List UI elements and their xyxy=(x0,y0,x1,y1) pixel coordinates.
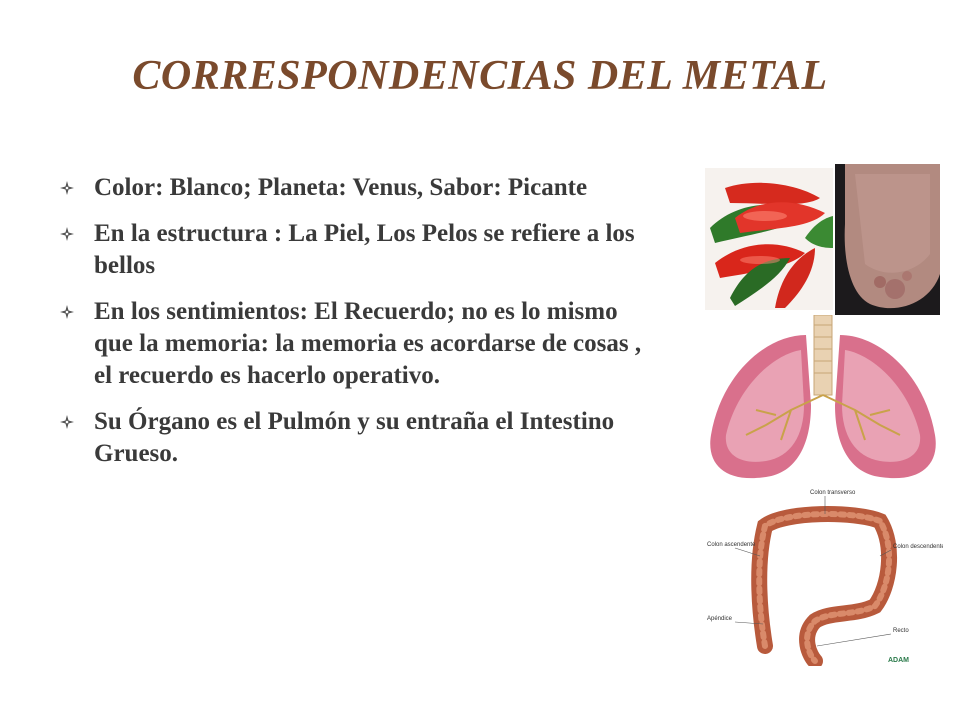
bullet-item xyxy=(60,406,650,470)
lungs-image xyxy=(706,315,940,483)
diamond-flower-icon xyxy=(60,415,74,429)
adam-logo: ADAM xyxy=(888,657,909,664)
chili-peppers-image xyxy=(705,168,833,310)
bullet-item xyxy=(60,296,650,392)
colon-label-transverse: Colon transverso xyxy=(810,490,856,496)
bullet-item xyxy=(60,172,650,204)
bullet-text: Color: Blanco; Planeta: Venus, Sabor: Picante xyxy=(94,174,588,201)
bullet-text: En la estructura : La Piel, Los Pelos se refiere a los bellos xyxy=(94,220,635,279)
skin-elbow-image xyxy=(835,164,940,315)
colon-image xyxy=(705,486,943,666)
bullet-item xyxy=(60,218,650,282)
slide-title: CORRESPONDENCIAS DEL METAL xyxy=(132,53,828,99)
colon-label-rectum: Recto xyxy=(893,628,909,634)
colon-label-ascending: Colon ascendente xyxy=(707,542,756,548)
diamond-flower-icon xyxy=(60,181,74,195)
diamond-flower-icon xyxy=(60,227,74,241)
diamond-flower-icon xyxy=(60,305,74,319)
colon-label-descending: Colon descendente xyxy=(893,544,943,550)
colon-label-appendix: Apéndice xyxy=(707,616,733,622)
bullet-text: Su Órgano es el Pulmón y su entraña el Intestino Grueso. xyxy=(94,408,615,467)
bullet-list xyxy=(60,172,650,484)
bullet-text: En los sentimientos: El Recuerdo; no es lo mismo que la memoria: la memoria es acordarse de cosas , el recuerdo es hacerlo operativo. xyxy=(94,298,642,389)
